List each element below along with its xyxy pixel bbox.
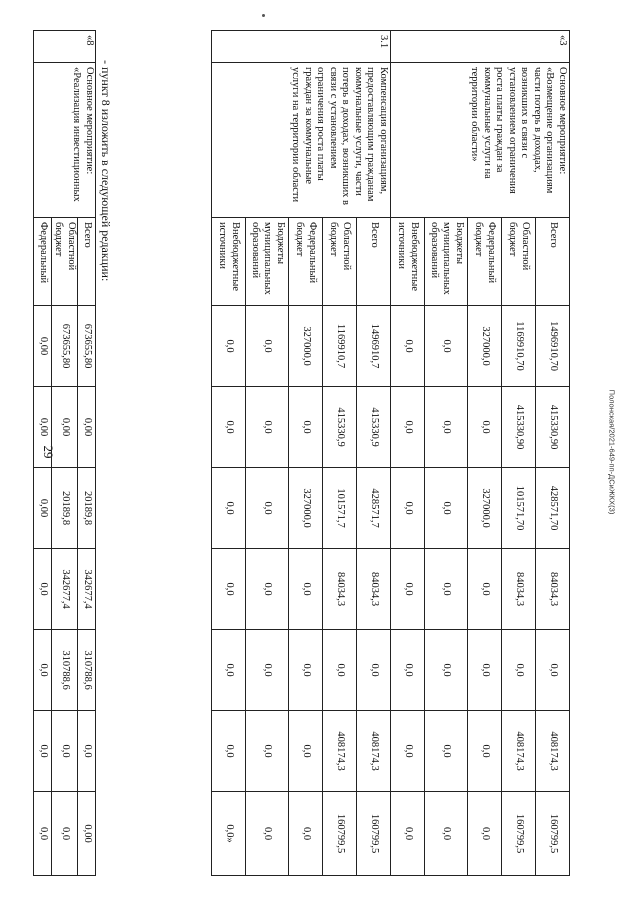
amount-cell: 0,0 [425,387,468,468]
amount-cell: 327000,0 [468,306,502,387]
amount-cell: 0,0 [212,306,246,387]
item-number: 3.1 [212,31,391,63]
amount-cell: 0,00 [34,306,52,387]
funding-source: Всего [536,218,570,306]
amount-cell: 0,0 [468,549,502,630]
funding-source: Всего [357,218,391,306]
amount-cell: 0,0 [52,711,78,792]
amount-cell: 327000,0 [289,468,323,549]
amount-cell: 160799,5 [357,792,391,876]
amount-cell: 327000,0 [468,468,502,549]
amount-cell: 428571,70 [536,468,570,549]
amount-cell: 0,0 [212,387,246,468]
program-table-body [212,31,570,876]
item-number: «8 [34,31,96,63]
amount-cell: 0,0 [289,630,323,711]
funding-source: Внебюджетные источники [212,218,246,306]
amount-cell: 0,00 [34,468,52,549]
amount-cell: 0,0 [468,387,502,468]
amount-cell: 0,0 [246,468,289,549]
funding-source: Областной бюджет [52,218,78,306]
amount-cell: 428571,7 [357,468,391,549]
funding-source: Внебюджетные источники [391,218,425,306]
amount-cell: 0,0 [212,468,246,549]
amount-cell: 415330,9 [357,387,391,468]
amount-cell: 0,0 [212,549,246,630]
amount-cell: 415330,9 [323,387,357,468]
funding-source: Бюджеты муниципальных образований [246,218,289,306]
program-table-continued-body [34,31,96,876]
amount-cell: 0,0 [52,792,78,876]
amount-cell: 0,0 [391,387,425,468]
amount-cell: 0,0 [289,711,323,792]
item-name: Основное мероприятие: «Реализация инвестиционных [34,63,96,218]
amount-cell: 84034,3 [502,549,536,630]
amount-cell: 0,0 [425,306,468,387]
funding-source: Всего [78,218,96,306]
amount-cell: 84034,3 [536,549,570,630]
amount-cell: 1169910,7 [323,306,357,387]
amount-cell: 1496910,7 [357,306,391,387]
amount-cell: 0,0 [289,387,323,468]
amount-cell: 0,00 [78,792,96,876]
program-table [211,30,570,876]
amount-cell: 408174,3 [323,711,357,792]
amount-cell: 408174,3 [357,711,391,792]
amount-cell: 20189,8 [52,468,78,549]
funding-source: Федеральный бюджет [289,218,323,306]
amount-cell: 101571,70 [502,468,536,549]
amount-cell: 160799,5 [536,792,570,876]
amount-cell: 0,0 [357,630,391,711]
amount-cell: 0,0 [246,306,289,387]
amount-cell: 0,0» [212,792,246,876]
amount-cell: 342677,4 [52,549,78,630]
amount-cell: 0,0 [391,711,425,792]
amount-cell: 0,00 [34,387,52,468]
table-row [536,31,570,876]
funding-source: Бюджеты муниципальных образований [425,218,468,306]
amount-cell: 0,0 [536,630,570,711]
amount-cell: 0,0 [34,630,52,711]
amount-cell: 0,0 [391,306,425,387]
amount-cell: 342677,4 [78,549,96,630]
amount-cell: 160799,5 [502,792,536,876]
amount-cell: 0,0 [425,549,468,630]
amount-cell: 0,00 [52,387,78,468]
table-row [78,31,96,876]
amount-cell: 0,0 [246,792,289,876]
item-name: Компенсация организациям, предоставляющим гражданам коммунальные услуги, части потерь в доходах, возникших в связи с установлением ограничения роста платы граждан за коммунальные услуги на территории области [212,63,391,218]
program-table-continued [33,30,96,876]
amount-cell: 327000,0 [289,306,323,387]
amount-cell: 0,0 [34,711,52,792]
amount-cell: 0,0 [468,711,502,792]
scan-speck [262,14,265,17]
amount-cell: 0,0 [34,549,52,630]
amount-cell: 0,0 [246,630,289,711]
amount-cell: 0,0 [246,387,289,468]
amendment-text: - пункт 8 изложить в следующей редакции: [99,60,113,282]
amount-cell: 0,0 [425,711,468,792]
amount-cell: 0,00 [78,387,96,468]
item-name: Основное мероприятие: «Возмещение организациям части потерь в доходах, возникших в связи с установлением ограничения роста платы граждан за коммунальные услуги на территории области» [391,63,570,218]
amount-cell: 20189,8 [78,468,96,549]
amount-cell: 408174,3 [502,711,536,792]
amount-cell: 160799,5 [323,792,357,876]
amount-cell: 0,0 [391,549,425,630]
amount-cell: 0,0 [425,792,468,876]
amount-cell: 0,0 [289,792,323,876]
amount-cell: 101571,7 [323,468,357,549]
amount-cell: 0,0 [289,549,323,630]
amount-cell: 0,0 [246,711,289,792]
amount-cell: 1169910,70 [502,306,536,387]
amount-cell: 408174,3 [536,711,570,792]
amount-cell: 0,0 [425,468,468,549]
amount-cell: 0,0 [323,630,357,711]
amount-cell: 310788,6 [52,630,78,711]
document-code: Полонская/2021-649-пп-ДСиЖКХ(3) [607,389,617,515]
funding-source: Федеральный [34,218,52,306]
amount-cell: 0,0 [212,711,246,792]
amount-cell: 0,0 [468,792,502,876]
amount-cell: 0,0 [391,792,425,876]
amount-cell: 673655,80 [52,306,78,387]
amount-cell: 0,0 [502,630,536,711]
amount-cell: 0,0 [212,630,246,711]
amount-cell: 0,0 [391,630,425,711]
amount-cell: 0,0 [246,549,289,630]
page-number: 29 [41,445,56,459]
item-number: «3 [391,31,570,63]
funding-source: Федеральный бюджет [468,218,502,306]
funding-source: Областной бюджет [323,218,357,306]
amount-cell: 1496910,70 [536,306,570,387]
amount-cell: 0,0 [425,630,468,711]
amount-cell: 0,0 [34,792,52,876]
funding-source: Областной бюджет [502,218,536,306]
amount-cell: 415330,90 [502,387,536,468]
amount-cell: 0,0 [391,468,425,549]
amount-cell: 673655,80 [78,306,96,387]
amount-cell: 84034,3 [323,549,357,630]
amount-cell: 84034,3 [357,549,391,630]
amount-cell: 310788,6 [78,630,96,711]
amount-cell: 0,0 [78,711,96,792]
amount-cell: 415330,90 [536,387,570,468]
table-row [357,31,391,876]
amount-cell: 0,0 [468,630,502,711]
